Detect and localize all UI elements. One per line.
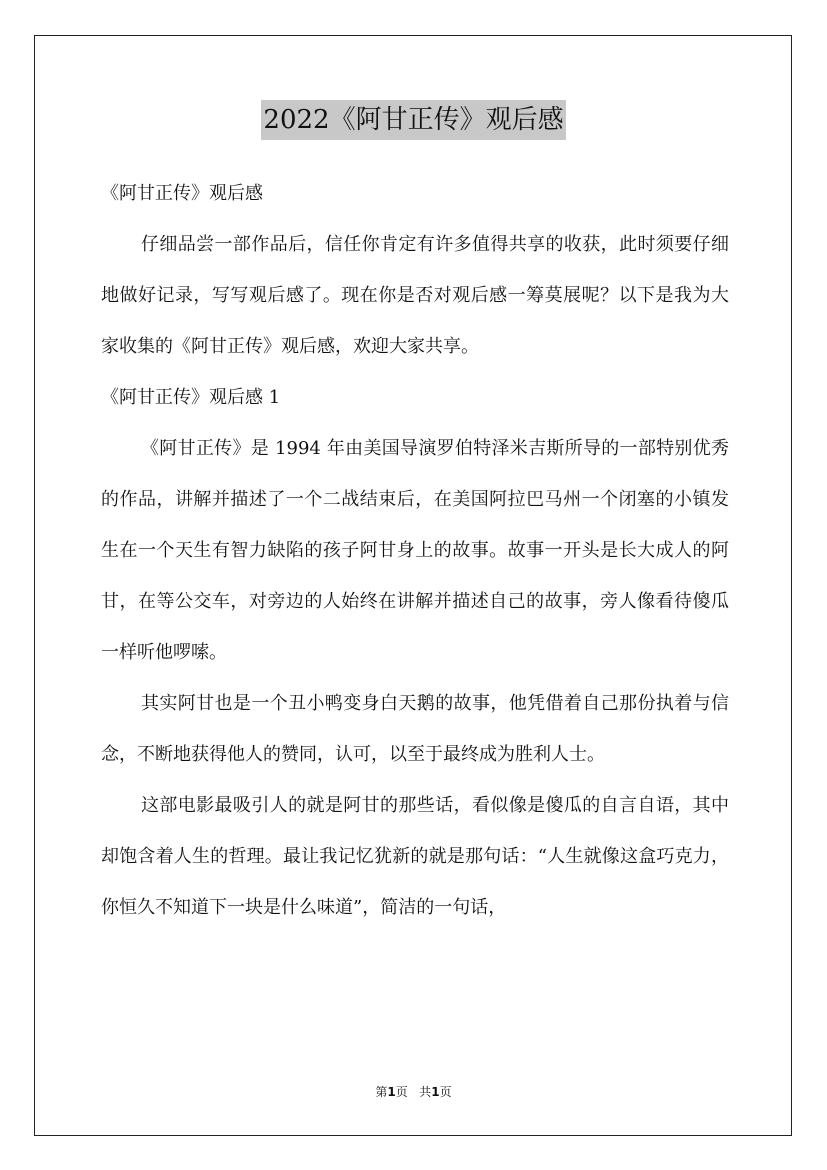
- section-heading: 《阿甘正传》观后感: [101, 183, 263, 204]
- paragraph: 仔细品尝一部作品后，信任你肯定有许多值得共享的收获，此时须要仔细地做好记录，写写观后感了。现在你是否对观后感一筹莫展呢？以下是我为大家收集的《阿甘正传》观后感，欢迎大家共享。: [101, 234, 729, 357]
- page-footer: [0, 1083, 827, 1101]
- document-body: [101, 168, 729, 933]
- page-suffix: 页: [395, 1085, 408, 1099]
- title-container: [0, 100, 827, 140]
- total-suffix: 页: [439, 1085, 452, 1099]
- total-prefix: 共: [419, 1085, 432, 1099]
- section-heading: 《阿甘正传》观后感 1: [101, 387, 281, 408]
- paragraph: 其实阿甘也是一个丑小鸭变身白天鹅的故事，他凭借着自己那份执着与信念，不断地获得他人的赞同，认可，以至于最终成为胜利人士。: [101, 693, 729, 765]
- page-prefix: 第: [375, 1085, 388, 1099]
- page-number: 1: [387, 1085, 396, 1099]
- paragraph: 这部电影最吸引人的就是阿甘的那些话，看似像是傻瓜的自言自语，其中却饱含着人生的哲理。最让我记忆犹新的就是那句话：“人生就像这盒巧克力，你恒久不知道下一块是什么味道”，简洁的一句话，: [101, 795, 729, 918]
- paragraph: 《阿甘正传》是 1994 年由美国导演罗伯特泽米吉斯所导的一部特别优秀的作品，讲解并描述了一个二战结束后，在美国阿拉巴马州一个闭塞的小镇发生在一个天生有智力缺陷的孩子阿甘身上的故事。故事一开头是长大成人的阿甘，在等公交车，对旁边的人始终在讲解并描述自己的故事，旁人像看待傻瓜一样听他啰嗦。: [101, 438, 729, 663]
- document-title: 2022《阿甘正传》观后感: [261, 100, 565, 140]
- total-pages: 1: [431, 1085, 440, 1099]
